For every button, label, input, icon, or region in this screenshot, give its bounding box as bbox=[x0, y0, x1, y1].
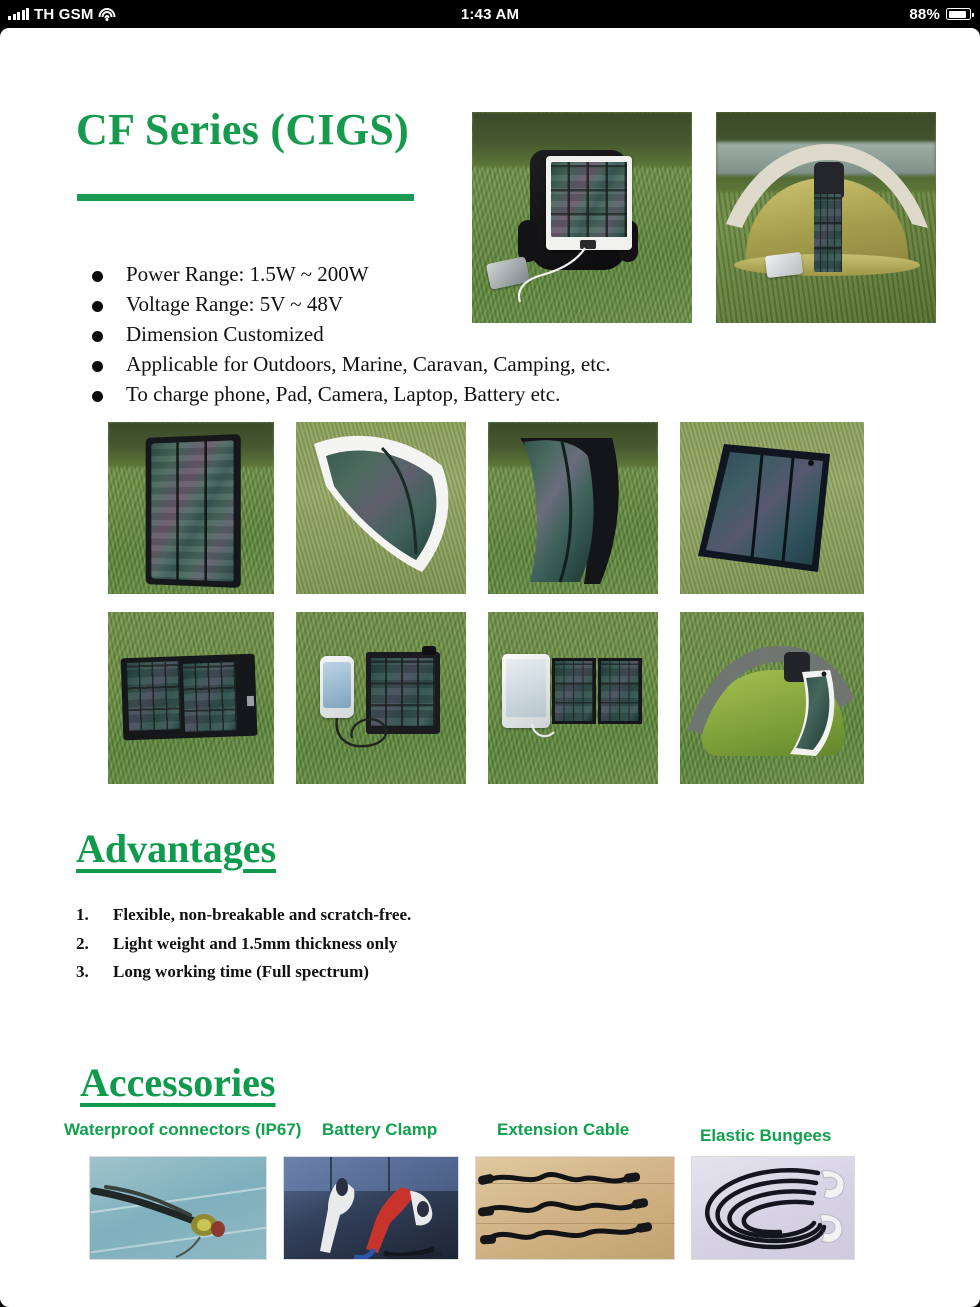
accessory-label-elastic-bungees: Elastic Bungees bbox=[700, 1126, 832, 1145]
advantage-number: 1. bbox=[76, 905, 89, 924]
charging-cable-icon bbox=[296, 612, 466, 784]
photo-elastic-bungees bbox=[691, 1156, 855, 1260]
cable-coils-shape bbox=[476, 1157, 675, 1260]
accessory-label-waterproof-connectors: Waterproof connectors (IP67) bbox=[64, 1120, 302, 1139]
status-bar-left bbox=[0, 6, 116, 23]
photo-extension-cable bbox=[475, 1156, 675, 1260]
spec-item-applications: Applicable for Outdoors, Marine, Caravan, Camping, etc. bbox=[92, 353, 611, 377]
photo-panel-charging-phone bbox=[296, 612, 466, 784]
status-bar-center bbox=[0, 0, 980, 28]
advantage-text: Long working time (Full spectrum) bbox=[113, 962, 369, 982]
advantage-number: 3. bbox=[76, 962, 89, 982]
photo-green-tent-with-panel bbox=[680, 612, 864, 784]
photo-tent-solar-panel bbox=[716, 112, 936, 323]
spec-item-dimension: Dimension Customized bbox=[92, 323, 611, 347]
status-bar bbox=[0, 0, 980, 28]
document-page bbox=[0, 28, 980, 1307]
advantage-text: Light weight and 1.5mm thickness only bbox=[113, 933, 398, 953]
clamp-shape bbox=[284, 1157, 459, 1260]
spec-item-power: Power Range: 1.5W ~ 200W bbox=[92, 263, 611, 287]
charging-cable-icon bbox=[472, 112, 692, 323]
wifi-icon bbox=[99, 8, 116, 21]
advantage-item-3 bbox=[76, 963, 411, 982]
clock-label: 1:43 AM bbox=[460, 5, 520, 23]
curved-panel-white-frame-shape bbox=[296, 422, 466, 594]
photo-flat-panel-on-grass bbox=[680, 422, 864, 594]
page-title: CF Series (CIGS) bbox=[76, 105, 410, 154]
advantage-item-2 bbox=[76, 935, 411, 954]
photo-panel-charging-tablet bbox=[488, 612, 658, 784]
photo-battery-clamp bbox=[283, 1156, 459, 1260]
photo-flexible-panel-curved-black-frame bbox=[488, 422, 658, 594]
photo-folding-panel-open bbox=[108, 612, 274, 784]
photo-backpack-solar-charger bbox=[472, 112, 692, 323]
spec-item-voltage: Voltage Range: 5V ~ 48V bbox=[92, 293, 611, 317]
curved-panel-black-frame-shape bbox=[488, 422, 658, 594]
signal-bars-icon bbox=[8, 8, 29, 20]
photo-flexible-panel-standing bbox=[108, 422, 274, 594]
connector-cable-shape bbox=[90, 1157, 267, 1260]
bungee-cords-shape bbox=[692, 1157, 855, 1260]
photo-waterproof-connector bbox=[89, 1156, 267, 1260]
accessories-heading: Accessories bbox=[80, 1060, 276, 1105]
spec-item-charging: To charge phone, Pad, Camera, Laptop, Battery etc. bbox=[92, 383, 611, 407]
flat-panel-shape bbox=[680, 422, 864, 594]
curved-panel-on-tent-shape bbox=[680, 612, 864, 784]
advantage-text: Flexible, non-breakable and scratch-free. bbox=[113, 905, 412, 924]
title-underline-rule bbox=[77, 194, 414, 201]
battery-percent-label: 88% bbox=[909, 5, 940, 23]
charging-cable-icon bbox=[488, 612, 658, 784]
status-bar-right bbox=[909, 0, 971, 28]
accessory-label-extension-cable: Extension Cable bbox=[497, 1120, 630, 1139]
accessory-label-battery-clamp: Battery Clamp bbox=[322, 1120, 438, 1139]
battery-icon bbox=[946, 8, 971, 20]
advantage-item-1 bbox=[76, 906, 411, 925]
carrier-label: TH GSM bbox=[34, 5, 94, 23]
photo-flexible-panel-curved-white-frame bbox=[296, 422, 466, 594]
advantages-list bbox=[76, 906, 411, 992]
advantages-heading: Advantages bbox=[76, 826, 277, 871]
advantage-number: 2. bbox=[76, 933, 89, 953]
